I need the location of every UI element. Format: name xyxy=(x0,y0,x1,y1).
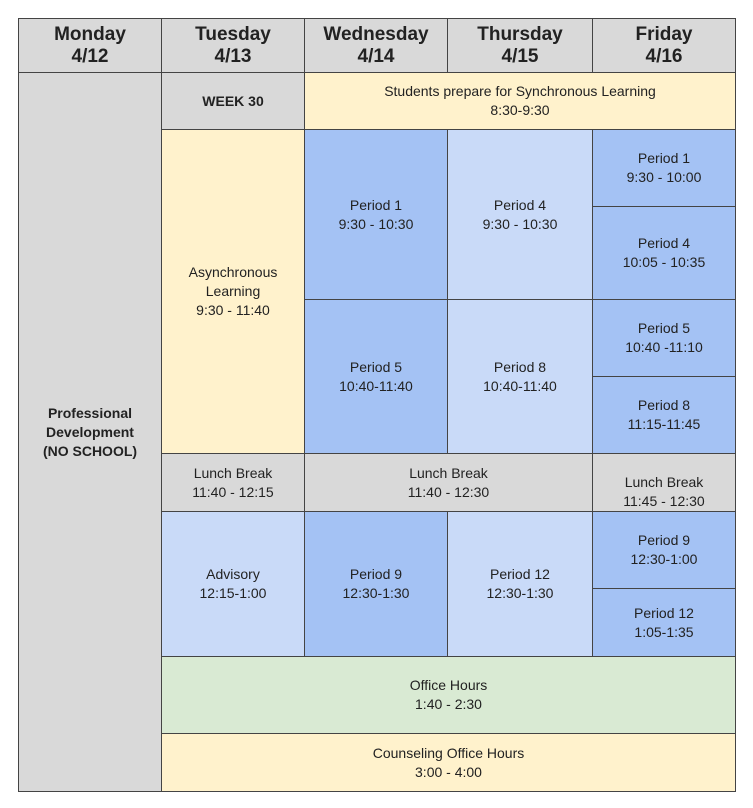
header-date: 4/14 xyxy=(357,45,395,67)
wed-thu-lunch-break xyxy=(304,453,593,512)
prepare-block xyxy=(304,72,736,130)
period-text: Period 4 9:30 - 10:30 xyxy=(482,196,558,232)
office-hours xyxy=(161,656,736,734)
period-text: Period 9 12:30-1:30 xyxy=(342,566,410,601)
period-text: Period 8 11:15-11:45 xyxy=(627,397,701,432)
monday-text: Professional Development (NO SCHOOL) xyxy=(42,404,138,459)
lunch-text: Lunch Break 11:40 - 12:30 xyxy=(407,464,490,500)
period-text: Period 12 1:05-1:35 xyxy=(634,604,694,640)
tuesday-advisory xyxy=(161,511,305,657)
period-text: Period 5 10:40 -11:10 xyxy=(625,320,703,355)
period-text: Period 1 9:30 - 10:30 xyxy=(338,196,414,232)
header-day: Wednesday xyxy=(323,23,429,45)
counseling-office-hours xyxy=(161,733,736,792)
friday-lunch-break xyxy=(592,453,736,512)
period-text: Period 4 10:05 - 10:35 xyxy=(622,235,706,270)
async-text: Asynchronous Learning 9:30 - 11:40 xyxy=(188,264,278,318)
header-tuesday xyxy=(161,18,305,73)
period-text: Period 8 10:40-11:40 xyxy=(483,358,557,394)
advisory-text: Advisory 12:15-1:00 xyxy=(199,566,267,601)
header-day: Tuesday xyxy=(195,23,271,45)
week-label-text: WEEK 30 xyxy=(202,92,264,109)
thursday-period-8 xyxy=(447,299,593,454)
counseling-text: Counseling Office Hours 3:00 - 4:00 xyxy=(372,744,525,780)
header-day: Thursday xyxy=(477,23,563,45)
header-date: 4/15 xyxy=(501,45,539,67)
header-day: Friday xyxy=(635,23,693,45)
week-label xyxy=(161,72,305,130)
wednesday-period-1 xyxy=(304,129,448,300)
header-wednesday xyxy=(304,18,448,73)
wednesday-period-5 xyxy=(304,299,448,454)
friday-period-1 xyxy=(592,129,736,207)
friday-period-12 xyxy=(592,588,736,657)
thursday-period-4 xyxy=(447,129,593,300)
friday-period-8 xyxy=(592,376,736,454)
tuesday-async-learning xyxy=(161,129,305,454)
prepare-text: Students prepare for Synchronous Learning 8:30-9:30 xyxy=(384,83,656,118)
period-text: Period 5 10:40-11:40 xyxy=(339,358,413,394)
period-text: Period 9 12:30-1:00 xyxy=(630,532,698,567)
header-date: 4/16 xyxy=(645,45,683,67)
friday-period-9 xyxy=(592,511,736,589)
header-day: Monday xyxy=(54,23,126,45)
thursday-period-12 xyxy=(447,511,593,657)
friday-period-4 xyxy=(592,206,736,300)
header-friday xyxy=(592,18,736,73)
tuesday-lunch-break xyxy=(161,453,305,512)
wednesday-period-9 xyxy=(304,511,448,657)
friday-period-5 xyxy=(592,299,736,377)
header-date: 4/13 xyxy=(214,45,252,67)
lunch-text: Lunch Break 11:45 - 12:30 xyxy=(623,473,705,509)
header-monday xyxy=(18,18,162,73)
lunch-text: Lunch Break 11:40 - 12:15 xyxy=(192,464,274,500)
header-thursday xyxy=(447,18,593,73)
header-date: 4/12 xyxy=(71,45,109,67)
office-hours-text: Office Hours 1:40 - 2:30 xyxy=(409,677,488,712)
monday-professional-development xyxy=(18,72,162,792)
period-text: Period 1 9:30 - 10:00 xyxy=(626,150,702,185)
period-text: Period 12 12:30-1:30 xyxy=(486,566,554,601)
